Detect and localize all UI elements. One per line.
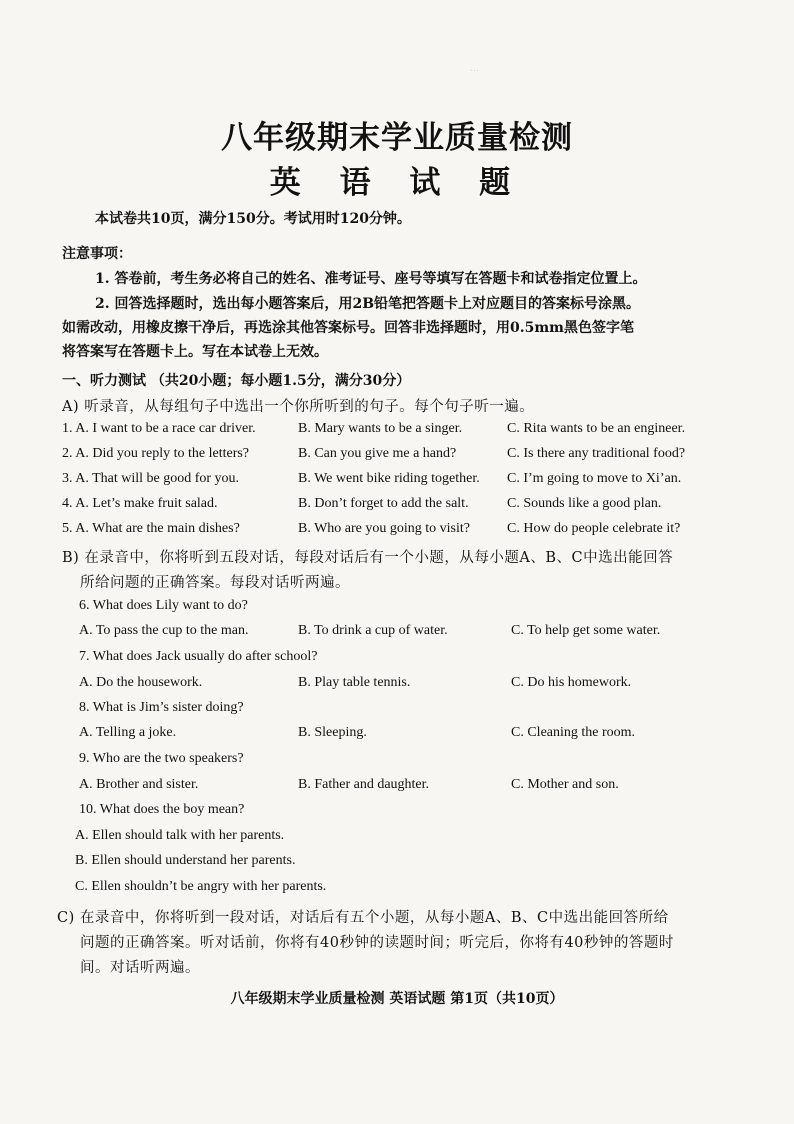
notes-heading: 注意事项： (62, 246, 132, 262)
q7-option-b: B. Play table tennis. (298, 675, 411, 690)
q1-option-b: B. Mary wants to be a singer. (298, 421, 463, 436)
note-item-1: 1. 答卷前，考生务必将自己的姓名、准考证号、座号等填写在答题卡和试卷指定位置上。 (95, 271, 647, 287)
q4-option-c: C. Sounds like a good plan. (507, 496, 662, 511)
bleed-through-text: ... (470, 60, 479, 74)
q5-option-c: C. How do people celebrate it? (507, 521, 681, 536)
note-item-2-line-3: 将答案写在答题卡上。写在本试卷上无效。 (62, 344, 328, 360)
part-a-instruction: A) 听录音，从每组句子中选出一个你所听到的句子。每个句子听一遍。 (62, 399, 535, 415)
q6-option-a: A. To pass the cup to the man. (79, 623, 249, 638)
q5-option-b: B. Who are you going to visit? (298, 521, 470, 536)
q6-question: 6. What does Lily want to do? (79, 598, 248, 613)
note-item-2-line-1: 2. 回答选择题时，选出每小题答案后，用2B铅笔把答题卡上对应题目的答案标号涂黑。 (95, 296, 641, 312)
part-b-instruction-line-2: 所给问题的正确答案。每段对话听两遍。 (80, 575, 350, 591)
q7-option-c: C. Do his homework. (511, 675, 632, 690)
q10-option-b: B. Ellen should understand her parents. (75, 853, 296, 868)
q3-option-c: C. I’m going to move to Xi’an. (507, 471, 682, 486)
q7-question: 7. What does Jack usually do after school? (79, 649, 318, 664)
q1-option-c: C. Rita wants to be an engineer. (507, 421, 686, 436)
q8-option-c: C. Cleaning the room. (511, 725, 636, 740)
part-c-instruction-line-2: 问题的正确答案。听对话前，你将有40秒钟的读题时间；听完后，你将有40秒钟的答题时 (80, 935, 674, 951)
q1-option-a: 1. A. I want to be a race car driver. (62, 421, 256, 436)
q3-option-b: B. We went bike riding together. (298, 471, 480, 486)
exam-subtitle: 英 语 试 题 (269, 165, 525, 201)
q6-option-b: B. To drink a cup of water. (298, 623, 448, 638)
q5-option-a: 5. A. What are the main dishes? (62, 521, 240, 536)
q4-option-b: B. Don’t forget to add the salt. (298, 496, 469, 511)
q9-question: 9. Who are the two speakers? (79, 751, 244, 766)
section-heading: 一、听力测试 （共20小题；每小题1.5分，满分30分） (62, 373, 411, 389)
part-c-instruction-line-1: C) 在录音中，你将听到一段对话，对话后有五个小题，从每小题A、B、C中选出能回答所给 (57, 910, 669, 926)
q2-option-b: B. Can you give me a hand? (298, 446, 457, 461)
q2-option-c: C. Is there any traditional food? (507, 446, 686, 461)
exam-title: 八年级期末学业质量检测 (221, 120, 573, 156)
q9-option-b: B. Father and daughter. (298, 777, 430, 792)
part-c-instruction-line-3: 间。对话听两遍。 (80, 960, 200, 976)
q8-option-b: B. Sleeping. (298, 725, 367, 740)
q7-option-a: A. Do the housework. (79, 675, 203, 690)
q2-option-a: 2. A. Did you reply to the letters? (62, 446, 250, 461)
note-item-2-line-2: 如需改动，用橡皮擦干净后，再选涂其他答案标号。回答非选择题时，用0.5mm黑色签字笔 (62, 320, 634, 336)
exam-info: 本试卷共10页，满分150分。考试用时120分钟。 (95, 211, 411, 227)
part-b-instruction-line-1: B) 在录音中，你将听到五段对话，每段对话后有一个小题，从每小题A、B、C中选出能回答 (62, 550, 674, 566)
page-footer: 八年级期末学业质量检测 英语试题 第1页（共10页） (230, 991, 564, 1007)
q10-option-c: C. Ellen shouldn’t be angry with her parents. (75, 879, 327, 894)
q8-question: 8. What is Jim’s sister doing? (79, 700, 244, 715)
q9-option-a: A. Brother and sister. (79, 777, 199, 792)
q4-option-a: 4. A. Let’s make fruit salad. (62, 496, 218, 511)
q10-option-a: A. Ellen should talk with her parents. (75, 828, 285, 843)
q3-option-a: 3. A. That will be good for you. (62, 471, 240, 486)
q8-option-a: A. Telling a joke. (79, 725, 177, 740)
q10-question: 10. What does the boy mean? (79, 802, 245, 817)
q6-option-c: C. To help get some water. (511, 623, 661, 638)
q9-option-c: C. Mother and son. (511, 777, 619, 792)
